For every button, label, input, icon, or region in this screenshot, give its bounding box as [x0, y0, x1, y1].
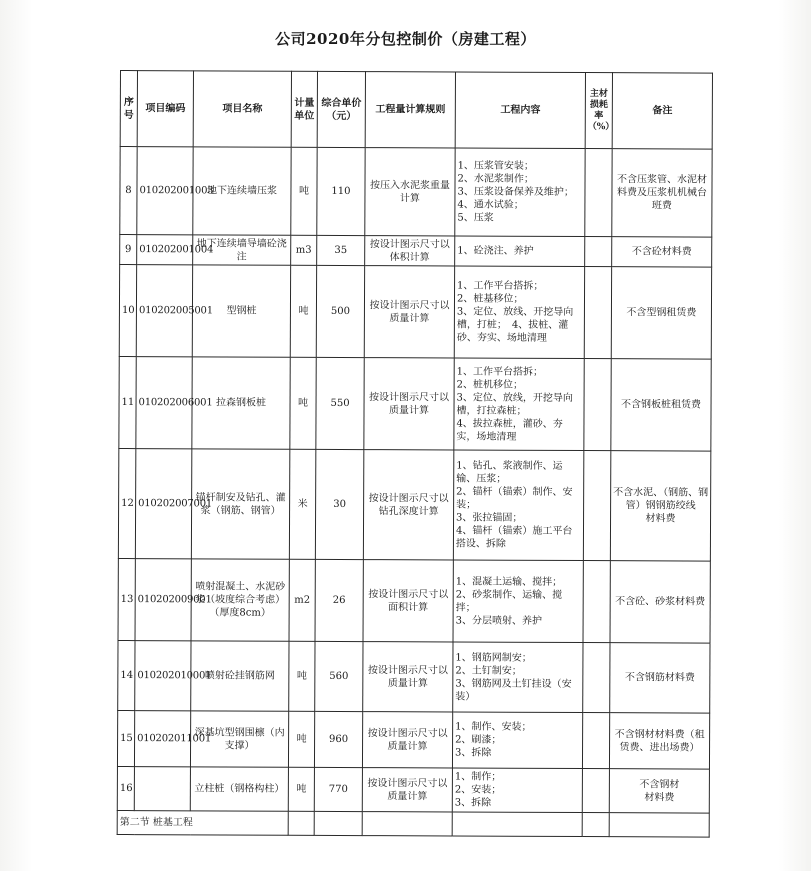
cell-seq: 15: [117, 710, 134, 766]
cell-rule: 按设计图示尺寸以面积计算: [363, 560, 453, 642]
cell-price: 26: [315, 559, 363, 641]
table-row: [117, 710, 709, 769]
cell-seq: 12: [118, 448, 135, 558]
cell-rule: 按设计图示尺寸以质量计算: [363, 642, 453, 712]
cell-name: 锚杆制安及钻孔、灌浆（钢筋、钢管）: [191, 449, 289, 559]
cell-content: 1、制作； 2、安装； 3、拆除: [452, 768, 582, 813]
cell-price: 30: [315, 449, 363, 559]
price-table: [117, 70, 713, 838]
cell-rule: 按设计图示尺寸以质量计算: [364, 358, 454, 450]
cell-code: 010202001004: [137, 235, 193, 265]
cell-unit: m2: [289, 559, 315, 641]
section-row: [117, 810, 709, 837]
cell-loss: [584, 359, 611, 451]
cell-seq: 9: [120, 235, 137, 265]
cell-price: 550: [316, 357, 364, 449]
cell-note: 不含砼、砂浆材料费: [610, 561, 710, 643]
cell-content: 1、制作、安装； 2、刷漆； 3、拆除: [452, 712, 582, 769]
header-code: 项目编码: [137, 71, 193, 147]
cell-code: 010202010001: [135, 641, 191, 711]
cell-name: 喷射砼挂钢筋网: [191, 641, 289, 711]
header-seq: 序号: [120, 71, 137, 147]
cell-loss: [583, 561, 610, 643]
cell-note: 不含压浆管、水泥材料费及压浆机机械台班费: [612, 149, 712, 237]
cell-note: 不含型钢租赁费: [611, 267, 711, 359]
empty-cell: [609, 813, 709, 837]
cell-seq: 13: [118, 558, 135, 640]
table-row: [117, 766, 709, 813]
cell-loss: [583, 643, 610, 713]
cell-code: 010202011001: [134, 711, 190, 767]
table-row: [118, 448, 710, 561]
table-row: [119, 356, 711, 451]
empty-cell: [582, 813, 609, 837]
cell-name: 型钢桩: [192, 265, 290, 357]
cell-loss: [582, 713, 609, 769]
cell-code: 010202006001: [136, 357, 192, 449]
cell-name: 地下连续墙导墙砼浇注: [193, 235, 291, 265]
header-content: 工程内容: [455, 72, 585, 149]
cell-loss: [584, 267, 611, 359]
cell-seq: 14: [118, 640, 135, 710]
cell-note: 不含钢材 材料费: [609, 769, 709, 813]
cell-rule: 按压入水泥浆重量计算: [365, 148, 455, 236]
header-loss: 主材损耗率（%）: [585, 73, 612, 149]
cell-code: 010202007001: [135, 449, 191, 559]
cell-code: [134, 767, 190, 811]
table-row: [118, 558, 710, 643]
header-unit: 计量单位: [291, 71, 317, 147]
cell-note: 不含钢材材料费（租赁费、进出场费）: [609, 713, 709, 769]
cell-loss: [585, 149, 612, 237]
cell-unit: 吨: [288, 767, 314, 811]
cell-content: 1、钢筋网制安； 2、土钉制安； 3、钢筋网及土钉挂设（安装）: [453, 642, 583, 713]
cell-content: 1、混凝土运输、搅拌； 2、砂浆制作、运输、搅拌； 3、分层喷射、养护: [453, 560, 583, 643]
cell-unit: 吨: [288, 711, 314, 767]
cell-name: 喷射混凝土、水泥砂浆（坡度综合考虑）（厚度8cm）: [191, 559, 289, 641]
cell-price: 110: [317, 147, 365, 235]
section-heading: 第二节 桩基工程: [117, 810, 288, 835]
cell-name: 深基坑型钢围檩（内支撑）: [190, 711, 288, 767]
cell-unit: 吨: [291, 147, 317, 235]
cell-unit: 吨: [290, 265, 316, 357]
cell-loss: [582, 769, 609, 813]
cell-content: 1、钻孔、浆液制作、运输、压浆； 2、锚杆（锚索）制作、安装； 3、张拉锚固； 4、锚杆（锚索）施工平台搭设、拆除: [453, 450, 583, 561]
cell-content: 1、工作平台搭拆； 2、桩基移位； 3、定位、放线、开挖导向槽，打桩； 4、拔桩、灌砂、夯实、场地清理: [454, 266, 584, 359]
empty-cell: [314, 811, 362, 835]
cell-rule: 按设计图示尺寸以质量计算: [362, 768, 452, 812]
cell-content: 1、砼浇注、养护: [455, 236, 585, 267]
cell-code: 010202005001: [136, 265, 192, 357]
cell-seq: 16: [117, 766, 134, 810]
cell-unit: 吨: [290, 357, 316, 449]
cell-seq: 11: [119, 356, 136, 448]
table-row: [120, 147, 712, 238]
cell-rule: 按设计图示尺寸以质量计算: [362, 712, 452, 768]
cell-price: 960: [314, 711, 362, 767]
table-row: [118, 640, 710, 713]
document-title: 公司2020年分包控制价（房建工程）: [275, 30, 536, 48]
cell-unit: m3: [291, 235, 317, 265]
table-row: [120, 235, 712, 268]
cell-note: 不含水泥、（钢筋、钢管）钢钢筋绞线 材料费: [610, 451, 710, 561]
header-row: [120, 71, 712, 150]
cell-price: 770: [314, 767, 362, 811]
cell-unit: 吨: [289, 641, 315, 711]
cell-code: 010202001003: [137, 147, 193, 235]
cell-name: 拉森钢板桩: [192, 357, 290, 449]
cell-name: 立柱桩（钢格构柱）: [190, 767, 288, 811]
cell-loss: [583, 451, 610, 561]
cell-note: 不含钢筋材料费: [610, 643, 710, 713]
table-row: [119, 265, 711, 360]
cell-price: 500: [316, 265, 364, 357]
header-price: 综合单价（元）: [317, 71, 365, 147]
empty-cell: [452, 812, 582, 837]
cell-unit: 米: [289, 449, 315, 559]
cell-seq: 8: [120, 147, 137, 235]
cell-content: 1、工作平台搭拆； 2、桩机移位； 3、定位、放线，开挖导向槽，打拉森桩； 4、拔拉森桩，灌砂、夯实，场地清理: [454, 358, 584, 451]
cell-name: 地下连续墙压浆: [193, 147, 291, 235]
cell-code: 010202009001: [135, 559, 191, 641]
empty-cell: [362, 812, 452, 836]
cell-rule: 按设计图示尺寸以体积计算: [365, 236, 455, 266]
empty-cell: [288, 811, 314, 835]
cell-seq: 10: [119, 265, 136, 357]
header-rule: 工程量计算规则: [365, 72, 455, 148]
cell-content: 1、压浆管安装； 2、水泥浆制作； 3、压浆设备保养及维护； 4、通水试验； 5、压浆: [455, 148, 585, 237]
header-name: 项目名称: [193, 71, 291, 147]
cell-price: 560: [315, 641, 363, 711]
cell-rule: 按设计图示尺寸以钻孔深度计算: [363, 450, 453, 560]
cell-rule: 按设计图示尺寸以质量计算: [364, 266, 454, 358]
cell-loss: [585, 237, 612, 267]
cell-note: 不含钢板桩租赁费: [611, 359, 711, 451]
cell-price: 35: [317, 235, 365, 265]
cell-note: 不含砼材料费: [612, 237, 712, 267]
header-note: 备注: [612, 73, 712, 149]
